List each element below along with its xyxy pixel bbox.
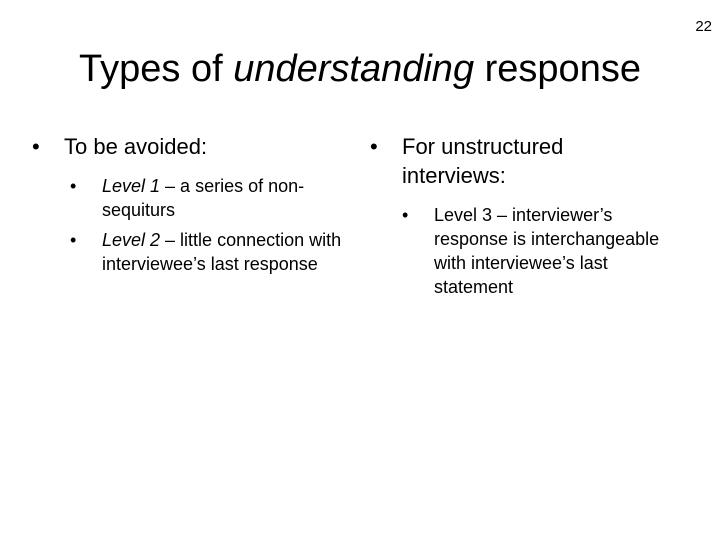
right-column <box>370 132 690 305</box>
level-label: Level 2 <box>102 230 161 250</box>
slide-title <box>0 42 720 96</box>
item-text: – little connection with interviewee’s last response <box>102 230 342 274</box>
left-heading-bullet <box>32 132 342 161</box>
title-before: Types of <box>79 48 234 90</box>
bullet-icon: • <box>402 205 409 225</box>
bullet-icon: • <box>70 176 77 196</box>
item-text: – a series of non-sequiturs <box>102 176 305 220</box>
level-label: Level 1 <box>102 176 161 196</box>
left-sublist <box>32 174 342 276</box>
bullet-icon: • <box>70 230 77 250</box>
title-emphasis: understanding <box>233 48 475 90</box>
slide-number: 22 <box>695 18 712 35</box>
left-heading: To be avoided: <box>64 134 208 159</box>
right-sublist <box>370 203 690 299</box>
right-heading: For unstructured interviews: <box>402 134 564 188</box>
bullet-icon: • <box>32 134 40 159</box>
left-column <box>32 132 342 282</box>
title-after: response <box>474 48 641 90</box>
list-item <box>70 174 342 222</box>
bullet-icon: • <box>370 134 378 159</box>
item-text: Level 3 – interviewer’s response is interchangeable with interviewee’s last statement <box>434 205 660 297</box>
right-heading-bullet <box>370 132 632 190</box>
list-item <box>70 228 342 276</box>
list-item <box>402 203 684 299</box>
